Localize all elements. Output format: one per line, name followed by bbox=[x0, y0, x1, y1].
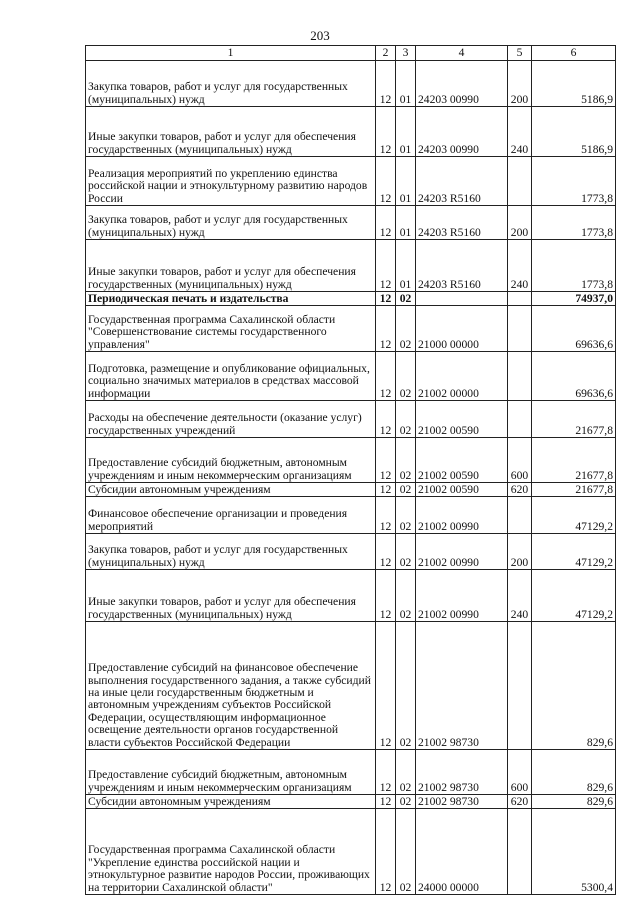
row-name-cell: Предоставление субсидий на финансовое обеспечение выполнения государственного задания, а также субсидий на иные цели государственным бюджетным и автономным учреждениям субъектов Российской Федерации, осуществляющим информационное освещение деятельности органов государственной власти субъектов Российской Федерации bbox=[86, 622, 376, 750]
table-row bbox=[86, 438, 616, 483]
subsection-code-cell: 02 bbox=[396, 497, 416, 534]
section-code-cell: 12 bbox=[376, 157, 396, 206]
amount-cell: 47129,2 bbox=[532, 570, 616, 622]
table-row bbox=[86, 292, 616, 306]
subsection-code-cell: 02 bbox=[396, 292, 416, 306]
subsection-code-cell: 01 bbox=[396, 61, 416, 107]
section-code-cell: 12 bbox=[376, 240, 396, 292]
target-article-cell: 21002 98730 bbox=[416, 750, 508, 795]
subsection-code-cell: 02 bbox=[396, 306, 416, 352]
target-article-cell: 21000 00000 bbox=[416, 306, 508, 352]
expense-type-cell: 620 bbox=[508, 795, 532, 809]
target-article-cell: 21002 00990 bbox=[416, 570, 508, 622]
target-article-cell: 21002 00000 bbox=[416, 352, 508, 401]
subsection-code-cell: 01 bbox=[396, 240, 416, 292]
amount-cell: 829,6 bbox=[532, 750, 616, 795]
section-code-cell: 12 bbox=[376, 795, 396, 809]
column-header: 4 bbox=[416, 46, 508, 61]
section-code-cell: 12 bbox=[376, 401, 396, 438]
amount-cell: 69636,6 bbox=[532, 352, 616, 401]
section-code-cell: 12 bbox=[376, 622, 396, 750]
table-body bbox=[86, 61, 616, 895]
subsection-code-cell: 02 bbox=[396, 534, 416, 570]
target-article-cell: 21002 00590 bbox=[416, 401, 508, 438]
row-name-cell: Иные закупки товаров, работ и услуг для обеспечения государственных (муниципальных) нужд bbox=[86, 240, 376, 292]
column-header: 6 bbox=[532, 46, 616, 61]
table-row bbox=[86, 61, 616, 107]
expense-type-cell bbox=[508, 497, 532, 534]
page-number: 203 bbox=[310, 28, 330, 43]
section-code-cell: 12 bbox=[376, 107, 396, 157]
amount-cell: 829,6 bbox=[532, 622, 616, 750]
target-article-cell: 24203 00990 bbox=[416, 61, 508, 107]
target-article-cell: 21002 00990 bbox=[416, 497, 508, 534]
section-code-cell: 12 bbox=[376, 61, 396, 107]
row-name-cell: Финансовое обеспечение организации и проведения мероприятий bbox=[86, 497, 376, 534]
table-row bbox=[86, 240, 616, 292]
expense-type-cell: 600 bbox=[508, 750, 532, 795]
table-row bbox=[86, 352, 616, 401]
expense-type-cell bbox=[508, 306, 532, 352]
row-name-cell: Периодическая печать и издательства bbox=[86, 292, 376, 306]
amount-cell: 1773,8 bbox=[532, 206, 616, 240]
target-article-cell: 24203 R5160 bbox=[416, 240, 508, 292]
expense-type-cell: 620 bbox=[508, 483, 532, 497]
amount-cell: 74937,0 bbox=[532, 292, 616, 306]
row-name-cell: Закупка товаров, работ и услуг для государственных (муниципальных) нужд bbox=[86, 534, 376, 570]
expense-type-cell bbox=[508, 292, 532, 306]
amount-cell: 829,6 bbox=[532, 795, 616, 809]
row-name-cell: Государственная программа Сахалинской области "Совершенствование системы государственного управления" bbox=[86, 306, 376, 352]
target-article-cell: 24000 00000 bbox=[416, 809, 508, 895]
budget-table bbox=[85, 45, 616, 895]
table-header-row bbox=[86, 46, 616, 61]
amount-cell: 1773,8 bbox=[532, 240, 616, 292]
table-row bbox=[86, 795, 616, 809]
column-header: 5 bbox=[508, 46, 532, 61]
row-name-cell: Субсидии автономным учреждениям bbox=[86, 483, 376, 497]
subsection-code-cell: 02 bbox=[396, 352, 416, 401]
table-row bbox=[86, 206, 616, 240]
row-name-cell: Закупка товаров, работ и услуг для государственных (муниципальных) нужд bbox=[86, 61, 376, 107]
section-code-cell: 12 bbox=[376, 570, 396, 622]
row-name-cell: Предоставление субсидий бюджетным, автономным учреждениям и иным некоммерческим организациям bbox=[86, 750, 376, 795]
expense-type-cell: 200 bbox=[508, 206, 532, 240]
target-article-cell: 21002 00590 bbox=[416, 483, 508, 497]
section-code-cell: 12 bbox=[376, 497, 396, 534]
subsection-code-cell: 02 bbox=[396, 795, 416, 809]
subsection-code-cell: 02 bbox=[396, 809, 416, 895]
table-row bbox=[86, 750, 616, 795]
table-row bbox=[86, 809, 616, 895]
target-article-cell: 21002 00990 bbox=[416, 534, 508, 570]
expense-type-cell: 240 bbox=[508, 240, 532, 292]
section-code-cell: 12 bbox=[376, 809, 396, 895]
target-article-cell: 21002 98730 bbox=[416, 622, 508, 750]
expense-type-cell: 240 bbox=[508, 570, 532, 622]
expense-type-cell: 240 bbox=[508, 107, 532, 157]
subsection-code-cell: 02 bbox=[396, 483, 416, 497]
table-row bbox=[86, 401, 616, 438]
row-name-cell: Предоставление субсидий бюджетным, автономным учреждениям и иным некоммерческим организациям bbox=[86, 438, 376, 483]
table-row bbox=[86, 157, 616, 206]
expense-type-cell bbox=[508, 622, 532, 750]
row-name-cell: Подготовка, размещение и опубликование официальных, социально значимых материалов в средствах массовой информации bbox=[86, 352, 376, 401]
subsection-code-cell: 02 bbox=[396, 438, 416, 483]
table-row bbox=[86, 306, 616, 352]
column-header: 1 bbox=[86, 46, 376, 61]
section-code-cell: 12 bbox=[376, 352, 396, 401]
amount-cell: 21677,8 bbox=[532, 483, 616, 497]
table-row bbox=[86, 483, 616, 497]
section-code-cell: 12 bbox=[376, 292, 396, 306]
row-name-cell: Расходы на обеспечение деятельности (оказание услуг) государственных учреждений bbox=[86, 401, 376, 438]
row-name-cell: Иные закупки товаров, работ и услуг для обеспечения государственных (муниципальных) нужд bbox=[86, 107, 376, 157]
target-article-cell: 21002 00590 bbox=[416, 438, 508, 483]
expense-type-cell bbox=[508, 157, 532, 206]
target-article-cell: 24203 R5160 bbox=[416, 206, 508, 240]
row-name-cell: Реализация мероприятий по укреплению единства российской нации и этнокультурному развитию народов России bbox=[86, 157, 376, 206]
expense-type-cell bbox=[508, 352, 532, 401]
row-name-cell: Закупка товаров, работ и услуг для государственных (муниципальных) нужд bbox=[86, 206, 376, 240]
section-code-cell: 12 bbox=[376, 206, 396, 240]
amount-cell: 21677,8 bbox=[532, 401, 616, 438]
section-code-cell: 12 bbox=[376, 534, 396, 570]
column-header: 3 bbox=[396, 46, 416, 61]
row-name-cell: Государственная программа Сахалинской области "Укрепление единства российской нации и этнокультурное развитие народов России, проживающих на территории Сахалинской области" bbox=[86, 809, 376, 895]
row-name-cell: Субсидии автономным учреждениям bbox=[86, 795, 376, 809]
section-code-cell: 12 bbox=[376, 750, 396, 795]
subsection-code-cell: 02 bbox=[396, 622, 416, 750]
subsection-code-cell: 01 bbox=[396, 206, 416, 240]
expense-type-cell bbox=[508, 401, 532, 438]
amount-cell: 1773,8 bbox=[532, 157, 616, 206]
subsection-code-cell: 02 bbox=[396, 570, 416, 622]
target-article-cell: 24203 00990 bbox=[416, 107, 508, 157]
table-row bbox=[86, 534, 616, 570]
amount-cell: 47129,2 bbox=[532, 497, 616, 534]
target-article-cell: 24203 R5160 bbox=[416, 157, 508, 206]
target-article-cell: 21002 98730 bbox=[416, 795, 508, 809]
subsection-code-cell: 02 bbox=[396, 401, 416, 438]
section-code-cell: 12 bbox=[376, 438, 396, 483]
column-header: 2 bbox=[376, 46, 396, 61]
expense-type-cell: 600 bbox=[508, 438, 532, 483]
expense-type-cell: 200 bbox=[508, 61, 532, 107]
subsection-code-cell: 02 bbox=[396, 750, 416, 795]
expense-type-cell bbox=[508, 809, 532, 895]
table-row bbox=[86, 497, 616, 534]
amount-cell: 5186,9 bbox=[532, 61, 616, 107]
amount-cell: 69636,6 bbox=[532, 306, 616, 352]
table-row bbox=[86, 570, 616, 622]
amount-cell: 47129,2 bbox=[532, 534, 616, 570]
subsection-code-cell: 01 bbox=[396, 157, 416, 206]
section-code-cell: 12 bbox=[376, 483, 396, 497]
table-row bbox=[86, 622, 616, 750]
subsection-code-cell: 01 bbox=[396, 107, 416, 157]
amount-cell: 5186,9 bbox=[532, 107, 616, 157]
section-code-cell: 12 bbox=[376, 306, 396, 352]
table-row bbox=[86, 107, 616, 157]
amount-cell: 21677,8 bbox=[532, 438, 616, 483]
amount-cell: 5300,4 bbox=[532, 809, 616, 895]
target-article-cell bbox=[416, 292, 508, 306]
expense-type-cell: 200 bbox=[508, 534, 532, 570]
row-name-cell: Иные закупки товаров, работ и услуг для обеспечения государственных (муниципальных) нужд bbox=[86, 570, 376, 622]
